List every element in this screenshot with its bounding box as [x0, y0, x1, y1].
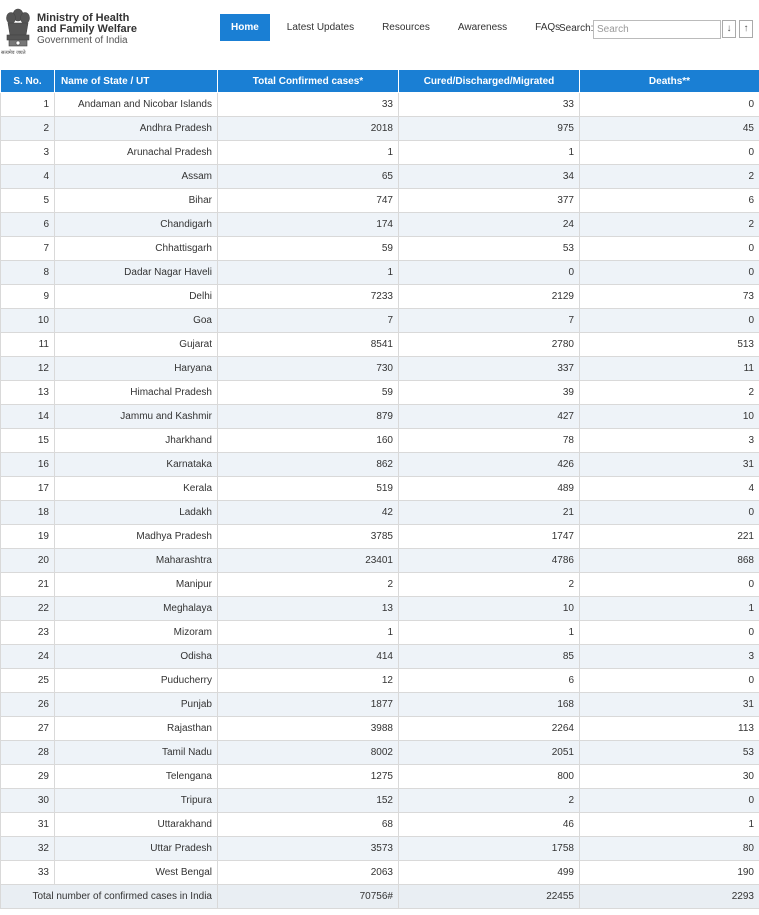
cell-state-name: Andhra Pradesh — [55, 117, 218, 141]
cell-cured: 2129 — [399, 285, 580, 309]
cell-cured: 39 — [399, 381, 580, 405]
cell-sno: 21 — [1, 573, 55, 597]
cell-sno: 8 — [1, 261, 55, 285]
nav-resources[interactable]: Resources — [382, 22, 430, 33]
cell-state-name: Himachal Pradesh — [55, 381, 218, 405]
cell-deaths: 73 — [580, 285, 759, 309]
table-row — [1, 837, 759, 861]
cell-cured: 7 — [399, 309, 580, 333]
cell-cured: 975 — [399, 117, 580, 141]
cell-cured: 2264 — [399, 717, 580, 741]
cell-confirmed: 68 — [218, 813, 399, 837]
cell-state-name: Goa — [55, 309, 218, 333]
cell-confirmed: 59 — [218, 237, 399, 261]
cell-deaths: 4 — [580, 477, 759, 501]
cell-deaths: 0 — [580, 789, 759, 813]
cell-sno: 2 — [1, 117, 55, 141]
cell-confirmed: 1 — [218, 141, 399, 165]
total-cured: 22455 — [399, 885, 580, 909]
cell-deaths: 1 — [580, 813, 759, 837]
cell-confirmed: 2018 — [218, 117, 399, 141]
cell-sno: 6 — [1, 213, 55, 237]
cell-cured: 46 — [399, 813, 580, 837]
cell-sno: 14 — [1, 405, 55, 429]
total-confirmed: 70756# — [218, 885, 399, 909]
cell-state-name: Madhya Pradesh — [55, 525, 218, 549]
cell-confirmed: 13 — [218, 597, 399, 621]
cell-cured: 427 — [399, 405, 580, 429]
cell-deaths: 11 — [580, 357, 759, 381]
cell-deaths: 31 — [580, 693, 759, 717]
cell-cured: 0 — [399, 261, 580, 285]
cell-deaths: 113 — [580, 717, 759, 741]
cell-state-name: Odisha — [55, 645, 218, 669]
cell-confirmed: 8002 — [218, 741, 399, 765]
cell-state-name: Chhattisgarh — [55, 237, 218, 261]
table-row — [1, 669, 759, 693]
cell-sno: 17 — [1, 477, 55, 501]
cell-cured: 6 — [399, 669, 580, 693]
cell-confirmed: 33 — [218, 93, 399, 117]
cell-state-name: Gujarat — [55, 333, 218, 357]
cell-state-name: Puducherry — [55, 669, 218, 693]
cell-deaths: 45 — [580, 117, 759, 141]
cell-deaths: 10 — [580, 405, 759, 429]
cell-confirmed: 879 — [218, 405, 399, 429]
cell-sno: 31 — [1, 813, 55, 837]
cell-confirmed: 59 — [218, 381, 399, 405]
cell-sno: 24 — [1, 645, 55, 669]
table-row — [1, 117, 759, 141]
cell-confirmed: 1275 — [218, 765, 399, 789]
nav-awareness[interactable]: Awareness — [457, 22, 508, 33]
cell-state-name: Mizoram — [55, 621, 218, 645]
cell-confirmed: 23401 — [218, 549, 399, 573]
table-row — [1, 765, 759, 789]
search-label: Search: — [559, 23, 594, 34]
cell-state-name: Chandigarh — [55, 213, 218, 237]
cell-deaths: 0 — [580, 621, 759, 645]
table-row — [1, 621, 759, 645]
cell-state-name: Jharkhand — [55, 429, 218, 453]
cell-cured: 4786 — [399, 549, 580, 573]
site-header — [0, 0, 759, 64]
cell-state-name: Bihar — [55, 189, 218, 213]
nav-faqs[interactable]: FAQs — [535, 22, 561, 33]
cell-confirmed: 1 — [218, 261, 399, 285]
cell-confirmed: 7 — [218, 309, 399, 333]
table-row — [1, 285, 759, 309]
cell-deaths: 0 — [580, 669, 759, 693]
sort-ascending-button[interactable] — [739, 20, 753, 38]
cell-sno: 25 — [1, 669, 55, 693]
search-input[interactable] — [593, 20, 721, 39]
table-row — [1, 789, 759, 813]
cell-deaths: 0 — [580, 237, 759, 261]
table-row — [1, 93, 759, 117]
column-header-state[interactable]: Name of State / UT — [55, 70, 218, 93]
cell-sno: 4 — [1, 165, 55, 189]
main-nav — [220, 14, 577, 41]
state-cases-table — [0, 69, 759, 909]
cell-sno: 26 — [1, 693, 55, 717]
cell-deaths: 6 — [580, 189, 759, 213]
cell-cured: 24 — [399, 213, 580, 237]
table-header-row — [1, 70, 759, 93]
cell-cured: 2 — [399, 789, 580, 813]
cell-confirmed: 1 — [218, 621, 399, 645]
table-row — [1, 573, 759, 597]
cell-sno: 11 — [1, 333, 55, 357]
cell-confirmed: 2063 — [218, 861, 399, 885]
cell-cured: 34 — [399, 165, 580, 189]
cell-deaths: 0 — [580, 309, 759, 333]
table-row — [1, 237, 759, 261]
table-row — [1, 525, 759, 549]
cell-deaths: 2 — [580, 381, 759, 405]
nav-latest-updates[interactable]: Latest Updates — [286, 22, 355, 33]
cell-sno: 13 — [1, 381, 55, 405]
cell-deaths: 868 — [580, 549, 759, 573]
cell-cured: 499 — [399, 861, 580, 885]
cell-sno: 23 — [1, 621, 55, 645]
cell-cured: 337 — [399, 357, 580, 381]
cell-cured: 377 — [399, 189, 580, 213]
cell-sno: 18 — [1, 501, 55, 525]
cell-state-name: Andaman and Nicobar Islands — [55, 93, 218, 117]
cell-state-name: West Bengal — [55, 861, 218, 885]
cell-sno: 16 — [1, 453, 55, 477]
cell-sno: 27 — [1, 717, 55, 741]
cell-sno: 12 — [1, 357, 55, 381]
cell-state-name: Maharashtra — [55, 549, 218, 573]
cell-sno: 22 — [1, 597, 55, 621]
total-row — [1, 885, 759, 909]
cell-confirmed: 3573 — [218, 837, 399, 861]
cell-state-name: Assam — [55, 165, 218, 189]
government-label: Government of India — [37, 35, 128, 46]
column-header-cured[interactable]: Cured/Discharged/Migrated — [399, 70, 580, 93]
cell-confirmed: 2 — [218, 573, 399, 597]
table-row — [1, 309, 759, 333]
ministry-logo[interactable] — [37, 13, 137, 46]
table-row — [1, 717, 759, 741]
cell-sno: 28 — [1, 741, 55, 765]
cell-cured: 168 — [399, 693, 580, 717]
cell-sno: 19 — [1, 525, 55, 549]
total-deaths: 2293 — [580, 885, 759, 909]
cell-deaths: 0 — [580, 261, 759, 285]
table-row — [1, 405, 759, 429]
cell-cured: 2051 — [399, 741, 580, 765]
cell-state-name: Kerala — [55, 477, 218, 501]
cell-deaths: 0 — [580, 573, 759, 597]
cell-cured: 78 — [399, 429, 580, 453]
cell-cured: 2 — [399, 573, 580, 597]
table-row — [1, 357, 759, 381]
cell-sno: 5 — [1, 189, 55, 213]
cell-cured: 10 — [399, 597, 580, 621]
table-row — [1, 165, 759, 189]
cell-confirmed: 414 — [218, 645, 399, 669]
total-label: Total number of confirmed cases in India — [1, 885, 218, 909]
cell-cured: 1747 — [399, 525, 580, 549]
cell-sno: 33 — [1, 861, 55, 885]
cell-confirmed: 519 — [218, 477, 399, 501]
cell-confirmed: 42 — [218, 501, 399, 525]
cell-state-name: Haryana — [55, 357, 218, 381]
table-row — [1, 477, 759, 501]
cell-confirmed: 862 — [218, 453, 399, 477]
cell-cured: 1 — [399, 141, 580, 165]
cell-deaths: 3 — [580, 645, 759, 669]
cell-state-name: Dadar Nagar Haveli — [55, 261, 218, 285]
nav-home[interactable]: Home — [220, 14, 270, 41]
table-row — [1, 549, 759, 573]
cell-cured: 800 — [399, 765, 580, 789]
ministry-name-line1: Ministry of Health — [37, 12, 130, 24]
cell-state-name: Arunachal Pradesh — [55, 141, 218, 165]
cell-state-name: Uttar Pradesh — [55, 837, 218, 861]
cell-state-name: Meghalaya — [55, 597, 218, 621]
emblem-caption: सत्यमेव जयते — [1, 50, 26, 56]
cell-cured: 53 — [399, 237, 580, 261]
table-row — [1, 333, 759, 357]
cell-confirmed: 730 — [218, 357, 399, 381]
cell-sno: 20 — [1, 549, 55, 573]
cell-confirmed: 160 — [218, 429, 399, 453]
sort-descending-button[interactable] — [722, 20, 736, 38]
cell-deaths: 2 — [580, 213, 759, 237]
column-header-confirmed[interactable]: Total Confirmed cases* — [218, 70, 399, 93]
table-row — [1, 453, 759, 477]
cell-state-name: Jammu and Kashmir — [55, 405, 218, 429]
cell-cured: 21 — [399, 501, 580, 525]
cell-sno: 32 — [1, 837, 55, 861]
cell-deaths: 0 — [580, 93, 759, 117]
table-row — [1, 813, 759, 837]
cell-state-name: Tripura — [55, 789, 218, 813]
cell-deaths: 0 — [580, 141, 759, 165]
column-header-sno[interactable]: S. No. — [1, 70, 55, 93]
table-row — [1, 261, 759, 285]
cell-state-name: Tamil Nadu — [55, 741, 218, 765]
cell-confirmed: 8541 — [218, 333, 399, 357]
cell-state-name: Delhi — [55, 285, 218, 309]
cell-confirmed: 747 — [218, 189, 399, 213]
arrow-down-icon: ↓ — [726, 23, 732, 34]
cell-sno: 15 — [1, 429, 55, 453]
cell-cured: 489 — [399, 477, 580, 501]
cell-state-name: Ladakh — [55, 501, 218, 525]
cell-cured: 85 — [399, 645, 580, 669]
cell-cured: 1758 — [399, 837, 580, 861]
cell-state-name: Rajasthan — [55, 717, 218, 741]
cell-cured: 2780 — [399, 333, 580, 357]
cell-state-name: Manipur — [55, 573, 218, 597]
cell-confirmed: 174 — [218, 213, 399, 237]
table-row — [1, 213, 759, 237]
cell-sno: 3 — [1, 141, 55, 165]
cell-cured: 1 — [399, 621, 580, 645]
cell-confirmed: 7233 — [218, 285, 399, 309]
cell-confirmed: 152 — [218, 789, 399, 813]
cell-sno: 1 — [1, 93, 55, 117]
cell-sno: 9 — [1, 285, 55, 309]
table-body — [1, 93, 759, 885]
cell-deaths: 190 — [580, 861, 759, 885]
cell-deaths: 80 — [580, 837, 759, 861]
cell-deaths: 0 — [580, 501, 759, 525]
cell-confirmed: 12 — [218, 669, 399, 693]
cell-deaths: 2 — [580, 165, 759, 189]
cell-deaths: 31 — [580, 453, 759, 477]
cell-deaths: 221 — [580, 525, 759, 549]
cell-sno: 7 — [1, 237, 55, 261]
cell-cured: 33 — [399, 93, 580, 117]
cell-state-name: Telengana — [55, 765, 218, 789]
table-row — [1, 861, 759, 885]
cell-state-name: Uttarakhand — [55, 813, 218, 837]
cell-sno: 10 — [1, 309, 55, 333]
table-row — [1, 693, 759, 717]
cell-deaths: 1 — [580, 597, 759, 621]
cell-state-name: Karnataka — [55, 453, 218, 477]
ministry-name-line2: and Family Welfare — [37, 23, 138, 35]
table-row — [1, 501, 759, 525]
column-header-deaths[interactable]: Deaths** — [580, 70, 759, 93]
cell-state-name: Punjab — [55, 693, 218, 717]
cell-sno: 29 — [1, 765, 55, 789]
cell-confirmed: 3988 — [218, 717, 399, 741]
cell-confirmed: 65 — [218, 165, 399, 189]
arrow-up-icon: ↑ — [743, 23, 749, 34]
table-row — [1, 429, 759, 453]
cell-deaths: 513 — [580, 333, 759, 357]
cell-deaths: 3 — [580, 429, 759, 453]
cell-deaths: 53 — [580, 741, 759, 765]
table-row — [1, 381, 759, 405]
cell-deaths: 30 — [580, 765, 759, 789]
table-row — [1, 189, 759, 213]
table-row — [1, 597, 759, 621]
cell-confirmed: 3785 — [218, 525, 399, 549]
cell-sno: 30 — [1, 789, 55, 813]
cell-confirmed: 1877 — [218, 693, 399, 717]
table-row — [1, 645, 759, 669]
table-row — [1, 141, 759, 165]
cell-cured: 426 — [399, 453, 580, 477]
table-row — [1, 741, 759, 765]
